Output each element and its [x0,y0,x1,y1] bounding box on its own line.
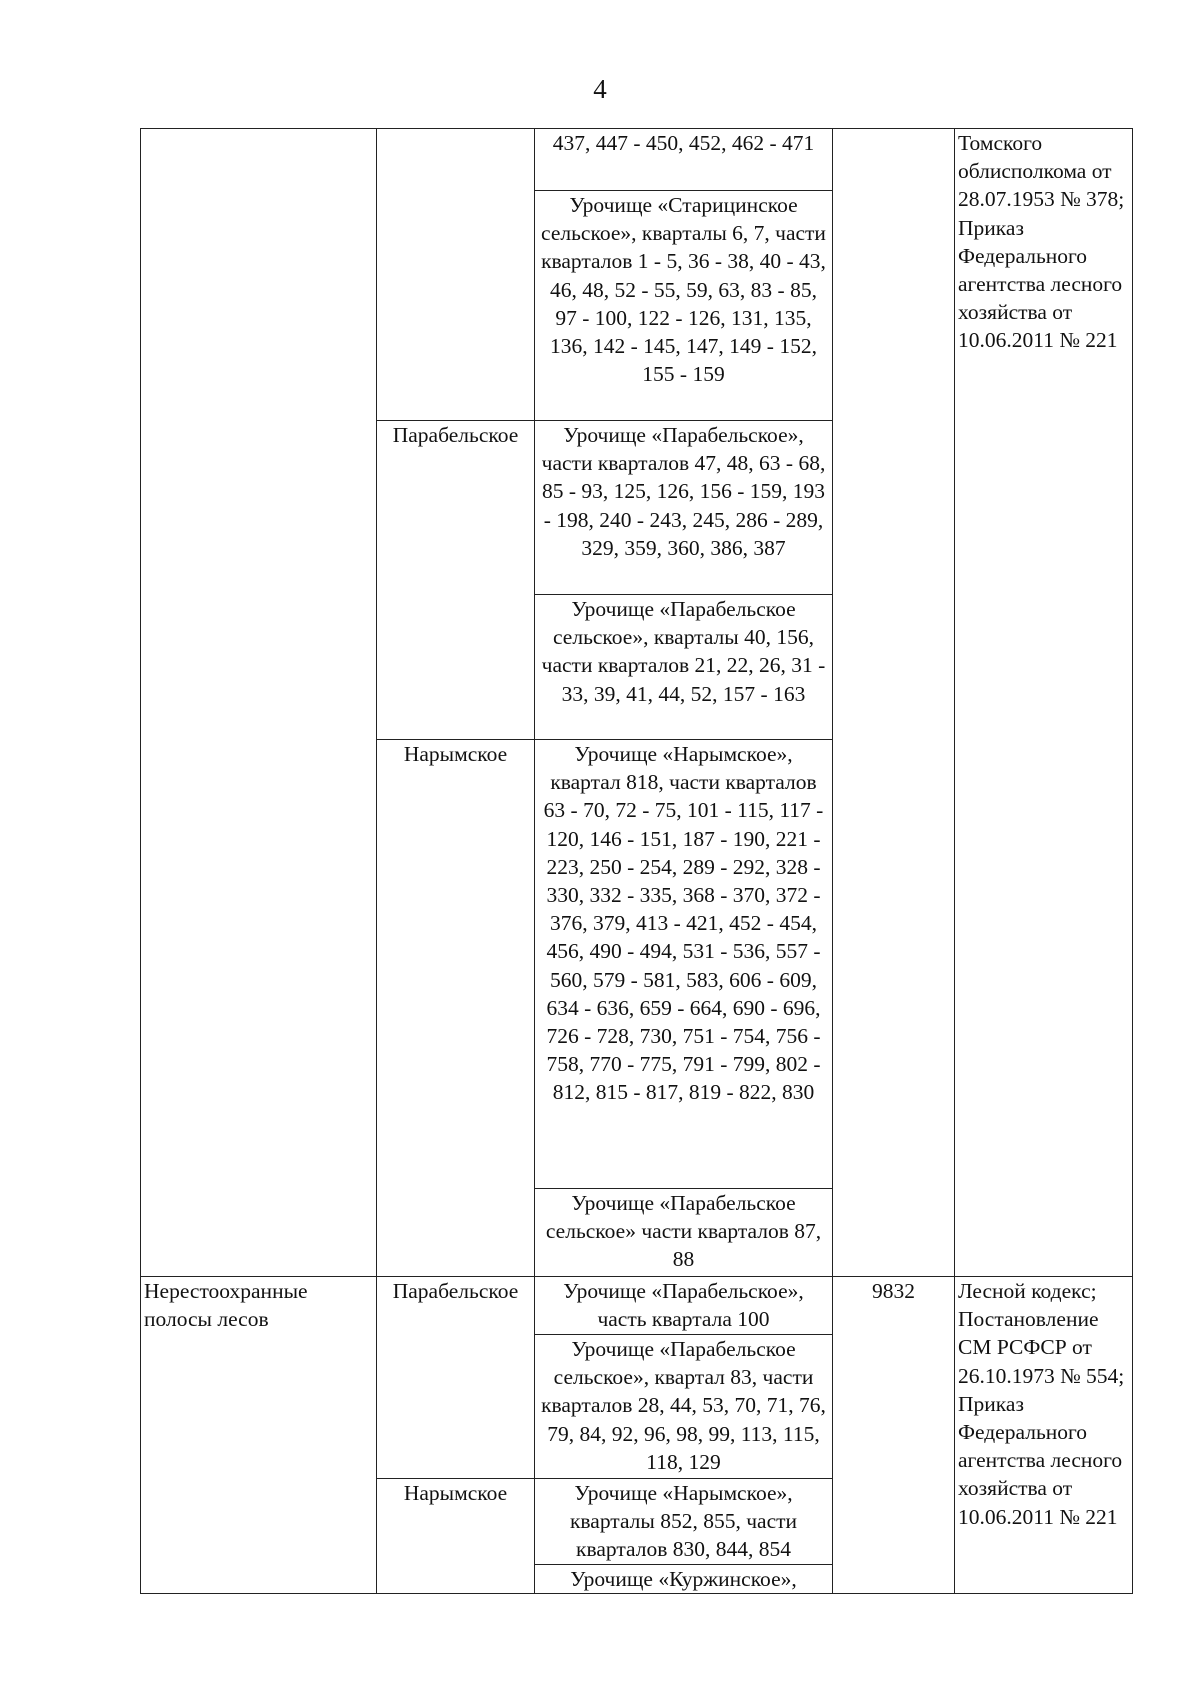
district-cell: Нарымское [377,1479,535,1594]
area-cell: 9832 [833,1277,955,1594]
protective-forests-table [140,128,1133,1594]
location-cell [535,1479,833,1565]
location-cell [535,421,833,595]
page-number: 4 [593,74,607,104]
location-text: Урочище «Парабельское сельское», кварталы 40, 156, части кварталов 21, 22, 26, 31 - 33, 39, 41, 44, 52, 157 - 163 [541,597,826,706]
category-cell: Нерестоохранные полосы лесов [141,1277,377,1594]
legal-basis-cell: Лесной кодекс; Постановление СМ РСФСР от 26.10.1973 № 554; Приказ Федерального агентства лесного хозяйства от 10.06.2011 № 221 [955,1277,1133,1594]
district-cell: Нарымское [377,740,535,1277]
location-text: Урочище «Нарымское», квартал 818, части кварталов 63 - 70, 72 - 75, 101 - 115, 117 - 120, 146 - 151, 187 - 190, 221 - 223, 250 - 254, 289 - 292, 328 - 330, 332 - 335, 368 - 370, 372 - 376, 379, 413 - 421, 452 - 454, 456, 490 - 494, 531 - 536, 557 - 560, 579 - 581, 583, 606 - 609, 634 - 636, 659 - 664, 690 - 696, 726 - 728, 730, 751 - 754, 756 - 758, 770 - 775, 791 - 799, 802 - 812, 815 - 817, 819 - 822, 830 [543,742,824,1105]
legal-basis-cell: Томского облисполкома от 28.07.1953 № 378; Приказ Федерального агентства лесного хозяйства от 10.06.2011 № 221 [955,129,1133,1277]
location-text: Урочище «Старицинское сельское», кварталы 6, 7, части кварталов 1 - 5, 36 - 38, 40 - 43, 46, 48, 52 - 55, 59, 63, 83 - 85, 97 - 100, 122 - 126, 131, 135, 136, 142 - 145, 147, 149 - 152, 155 - 159 [541,193,826,387]
location-cell [535,1335,833,1479]
district-cell: Парабельское [377,421,535,740]
location-text: Урочище «Парабельское», части кварталов 47, 48, 63 - 68, 85 - 93, 125, 126, 156 - 159, 193 - 198, 240 - 243, 245, 286 - 289, 329, 359, 360, 386, 387 [541,423,826,560]
location-text: Урочище «Парабельское», часть квартала 100 [563,1279,804,1332]
district-cell: Парабельское [377,1277,535,1479]
location-cell [535,595,833,740]
location-cell [535,1277,833,1335]
location-cell [535,1565,833,1594]
location-cell [535,1189,833,1277]
category-cell [141,129,377,1277]
location-text: Урочище «Нарымское», кварталы 852, 855, части кварталов 830, 844, 854 [569,1481,798,1562]
location-cell [535,129,833,191]
location-text: Урочище «Парабельское сельское», квартал 83, части кварталов 28, 44, 53, 70, 71, 76, 79, 84, 92, 96, 98, 99, 113, 115, 118, 129 [541,1337,826,1474]
district-cell [377,129,535,421]
location-text: 437, 447 - 450, 452, 462 - 471 [552,131,815,155]
location-text: Урочище «Куржинское», [570,1567,797,1591]
location-cell [535,191,833,421]
location-cell [535,740,833,1189]
table-row [141,1277,1133,1335]
location-text: Урочище «Парабельское сельское» части кварталов 87, 88 [545,1191,822,1272]
table-row [141,129,1133,191]
area-cell [833,129,955,1277]
